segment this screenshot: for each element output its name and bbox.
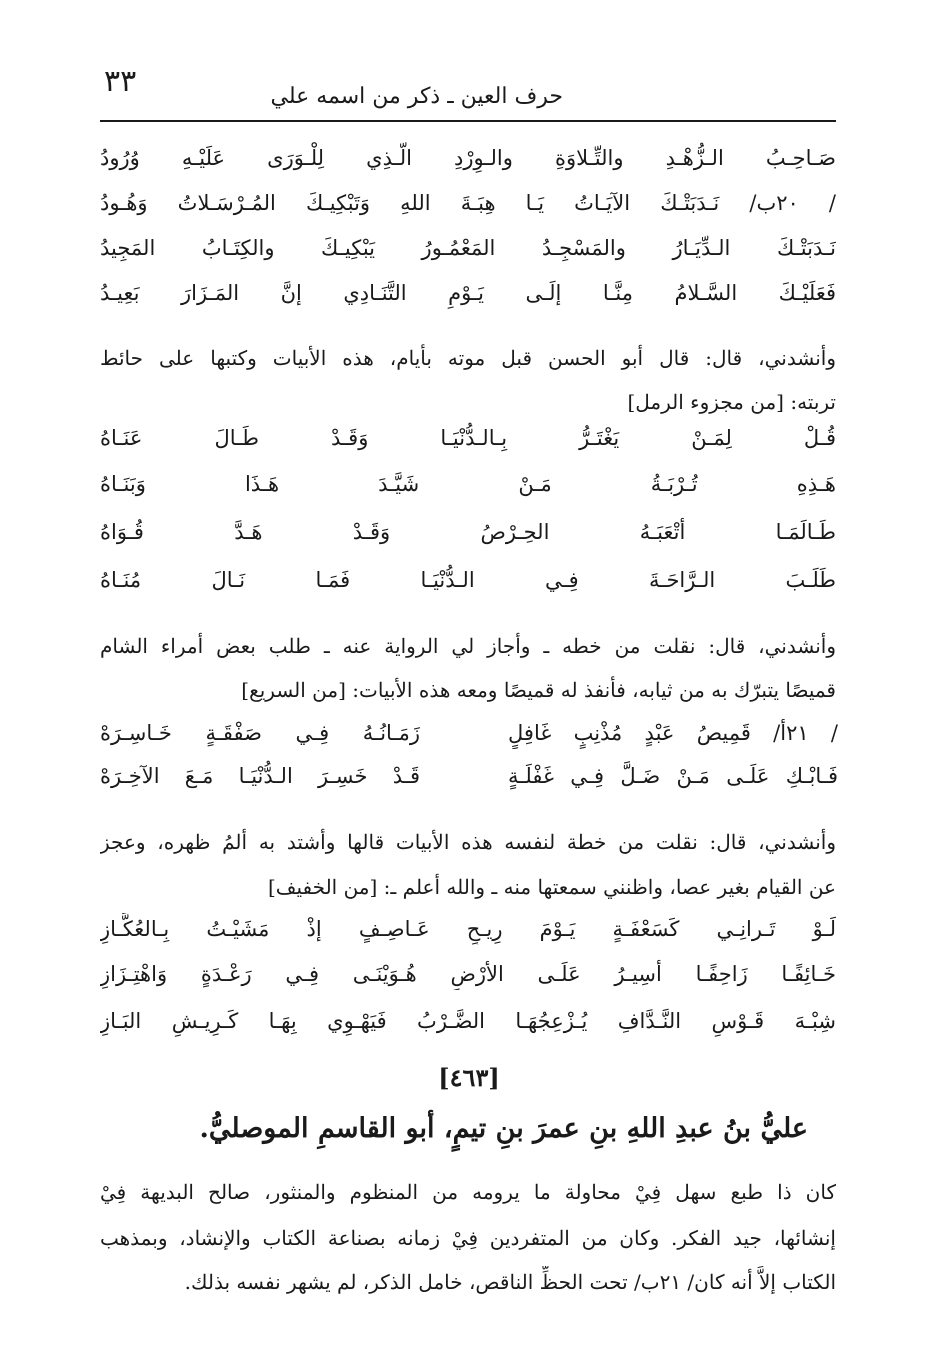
paragraph-4-line-2: إنشائها، جيد الفكر. وكان من المتفردين فِيْ زمانه بصناعة الكتاب والإنشاد، وبمذهب — [100, 1226, 836, 1250]
entry-title: عليُّ بنُ عبدِ اللهِ بنِ عمرَ بنِ تيمٍ، أبو القاسمِ الموصليُّ. — [199, 1113, 808, 1144]
poem1-verse-2: / ٢٠ب/ نَـدَبَتْـكَ الآيَـاتُ يَـا هِبَـةَ اللهِ وَتَبْكِيـكَ المُـرْسَـلاتُ وَهُـودُ — [100, 191, 836, 215]
page-header — [100, 62, 833, 118]
paragraph-4-line-3: الكتاب إلاَّ أنه كان/ ٢١ب/ تحت الحظِّ الناقص، خامل الذكر، لم يشهر نفسه بذلك. — [184, 1270, 836, 1294]
poem2-verse-1: قُـلْ لِمَـنْ يَغْتَـرُّ بِـالـدُّنْيَـا وَقَـدْ طَـالَ عَنَـاهُ — [100, 426, 836, 450]
paragraph-2-line-2: قميصًا يتبرّك به من ثيابه، فأنفذ له قميصًا ومعه هذه الأبيات: [من السريع] — [241, 678, 836, 702]
poem2-verse-2: هَـذِهِ تُـرْبَـةُ مَـنْ شَيَّـدَ هَـذَا وَبَنَـاهُ — [100, 472, 836, 496]
poem4-verse-3: شِبْـهَ قَـوْسِ النَّـدَّافِ يُـزْعِجُهَـا الضَّـرْبُ فَيَهْـوِي بِهَـا كَـرِيـشِ البَـازِ — [100, 1009, 836, 1033]
poem4-verse-2: خَـائِفًـا زَاحِفًـا أسِيـرُ عَلَـى الأرْضِ هُـوَيْنَـى فِـي رَعْـدَةٍ وَاهْتِـزَازِ — [100, 962, 836, 986]
page-number: ٣٣ — [104, 64, 137, 99]
poem3-verse-2-first-hemistich: فَـابْـكِ عَلَـى مَـنْ ضَـلَّ فِـي غَفْلَـةٍ — [508, 764, 838, 788]
poem1-verse-3: نَـدَبَتْـكَ الـدِّيَـارُ والمَسْجِـدُ المَعْمُـورُ يَبْكِيـكَ والكِتَـابُ المَجِيدُ — [100, 236, 836, 260]
paragraph-3-line-1: وأنشدني، قال: نقلت من خطة لنفسه هذه الأبيات قالها وأشتد به ألمُ ظهره، وعجز — [100, 830, 836, 854]
header-rule — [100, 120, 836, 122]
poem3-verse-2-second-hemistich: قَـدْ خَسِـرَ الـدُّنْيَـا مَـعَ الآخِـرَهْ — [100, 764, 420, 788]
paragraph-2-line-1: وأنشدني، قال: نقلت من خطه ـ وأجاز لي الرواية عنه ـ طلب بعض أمراء الشام — [100, 634, 836, 658]
poem3-verse-1-first-hemistich: / ٢١أ/ قَمِيصُ عَبْدٍ مُذْنِبٍ غَافِلٍ — [508, 721, 838, 745]
paragraph-1-line-2: تربته: [من مجزوء الرمل] — [627, 390, 836, 414]
paragraph-3-line-2: عن القيام بغير عصا، واظنني سمعتها منه ـ والله أعلم ـ: [من الخفيف] — [268, 875, 836, 899]
poem3-verse-1-second-hemistich: زَمَـانُـهُ فِـي صَفْقَـةٍ خَـاسِـرَهْ — [100, 721, 420, 745]
running-head: حرف العين ـ ذكر من اسمه علي — [270, 84, 563, 109]
poem2-verse-4: طَلَـبَ الـرَّاحَـةَ فِـي الـدُّنْيَـا فَمَـا نَـالَ مُنَـاهُ — [100, 568, 836, 592]
poem2-verse-3: طَـالَمَـا أتْعَبَـهُ الحِـرْصُ وَقَـدْ هَـدَّ قُـوَاهُ — [100, 520, 836, 544]
poem4-verse-1: لَـوْ تَـرانِـي كَسَعْفَـةٍ يَـوْمَ رِيـحٍ عَـاصِـفٍ إذْ مَشَيْـتُ بِـالعُكَّـازِ — [100, 917, 836, 941]
paragraph-4-line-1: كان ذا طبع سهل فِيْ محاولة ما يرومه من المنظوم والمنثور، صالح البديهة فِيْ — [100, 1180, 836, 1204]
paragraph-1-line-1: وأنشدني، قال: قال أبو الحسن قبل موته بأيام، هذه الأبيات وكتبها على حائط — [100, 346, 836, 370]
poem1-verse-1: صَـاحِـبُ الـزُّهْـدِ والتِّـلاوَةِ والـوِرْدِ الَّـذِي لِلْـوَرَى عَلَيْـهِ وُرُودُ — [100, 146, 836, 170]
poem1-verse-4: فَعَلَيْـكَ السَّـلامُ مِنَّـا إلَـى يَـوْمِ التَّنَـادِي إنَّ المَـزَارَ بَعِيـدُ — [100, 281, 836, 305]
entry-number: [٤٦٣] — [438, 1063, 500, 1092]
